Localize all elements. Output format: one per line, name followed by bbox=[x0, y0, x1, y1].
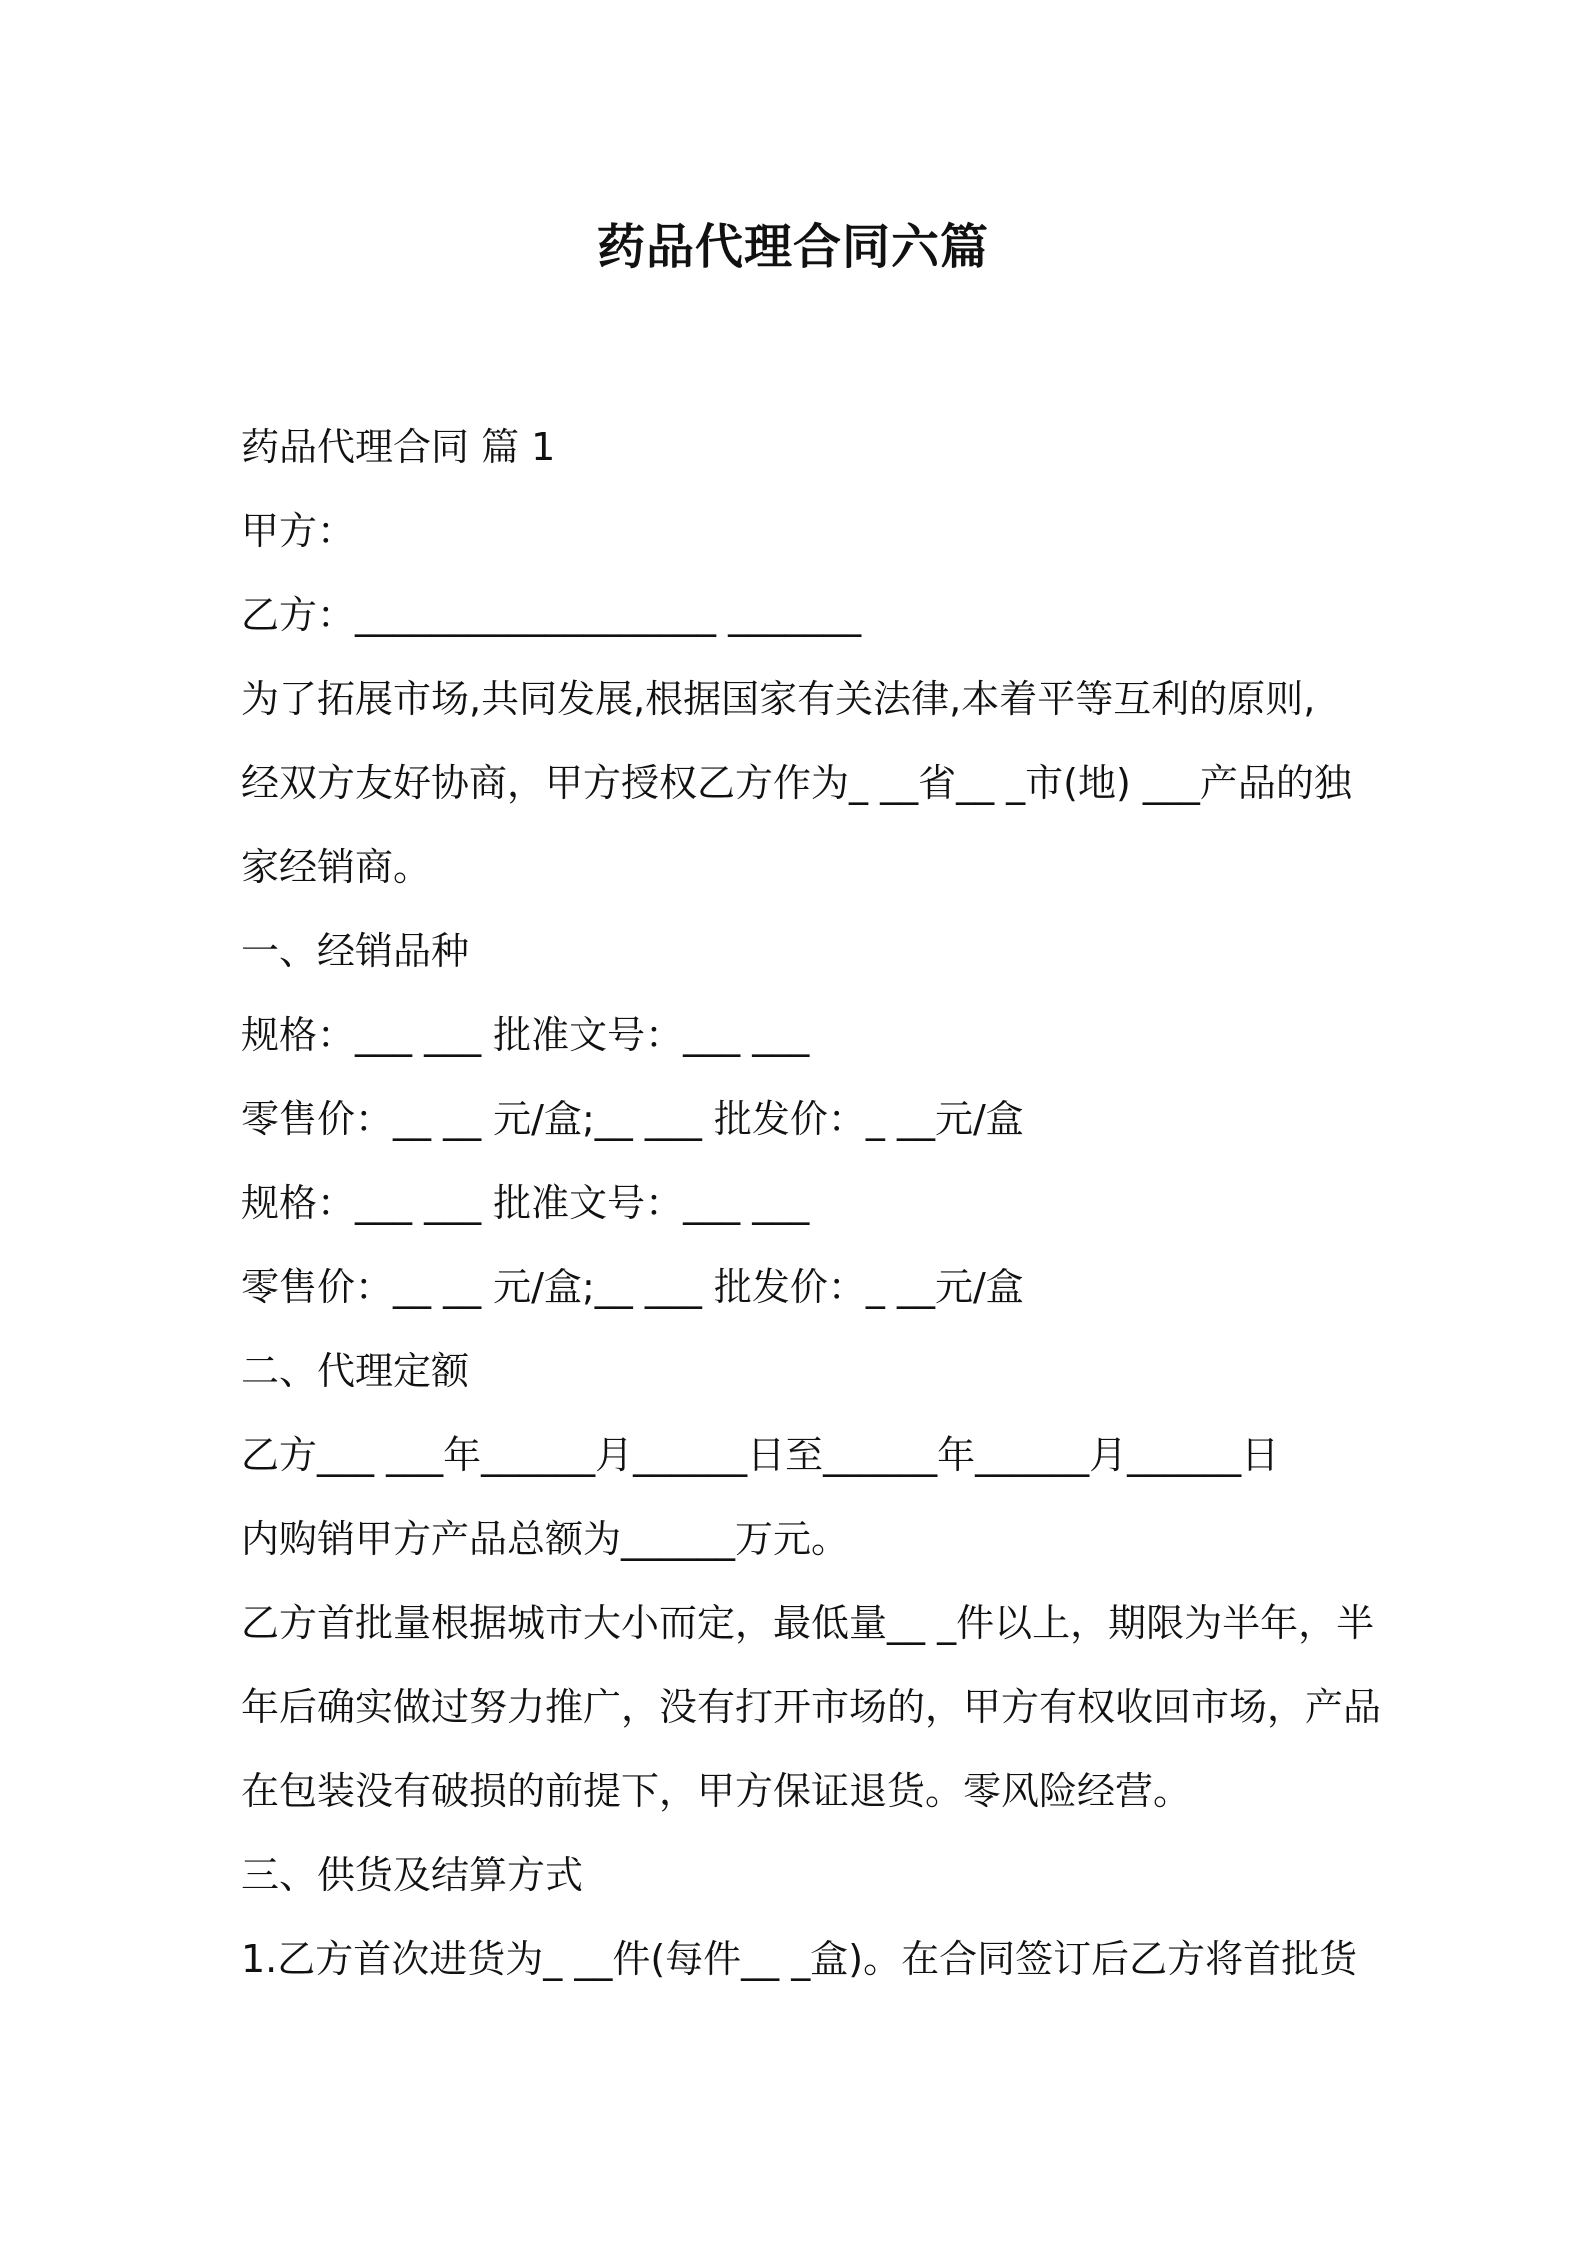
paragraph-line: 1.乙方首次进货为_ __件(每件__ _盒)。在合同签订后乙方将首批货 bbox=[241, 1937, 1358, 1981]
party-b-line: 乙方：___________________ _______ bbox=[241, 593, 862, 637]
paragraph-line: 家经销商。 bbox=[241, 845, 432, 889]
clause-heading: 二、代理定额 bbox=[241, 1349, 470, 1393]
document-body bbox=[241, 405, 1382, 2001]
price-line: 零售价：__ __ 元/盒;__ ___ 批发价：_ __元/盒 bbox=[241, 1097, 1024, 1141]
clause-heading: 一、经销品种 bbox=[241, 929, 470, 973]
paragraph-line: 年后确实做过努力推广，没有打开市场的，甲方有权收回市场，产品 bbox=[241, 1685, 1382, 1729]
paragraph-line: 经双方友好协商，甲方授权乙方作为_ __省__ _市(地) ___产品的独 bbox=[241, 761, 1352, 805]
document-title: 药品代理合同六篇 bbox=[596, 219, 989, 275]
spec-line: 规格：___ ___ 批准文号：___ ___ bbox=[241, 1181, 810, 1225]
paragraph-line: 乙方首批量根据城市大小而定，最低量__ _件以上，期限为半年，半 bbox=[241, 1601, 1375, 1645]
spec-line: 规格：___ ___ 批准文号：___ ___ bbox=[241, 1013, 810, 1057]
price-line: 零售价：__ __ 元/盒;__ ___ 批发价：_ __元/盒 bbox=[241, 1265, 1024, 1309]
quota-line: 乙方___ ___年______月______日至______年______月______日 bbox=[241, 1433, 1280, 1477]
quota-line: 内购销甲方产品总额为______万元。 bbox=[241, 1517, 850, 1561]
party-a-line: 甲方： bbox=[241, 509, 356, 553]
clause-heading: 三、供货及结算方式 bbox=[241, 1853, 584, 1897]
paragraph-line: 为了拓展市场,共同发展,根据国家有关法律,本着平等互利的原则, bbox=[241, 677, 1316, 721]
paragraph-line: 在包装没有破损的前提下，甲方保证退货。零风险经营。 bbox=[241, 1769, 1192, 1813]
section-heading: 药品代理合同 篇 1 bbox=[241, 425, 556, 469]
